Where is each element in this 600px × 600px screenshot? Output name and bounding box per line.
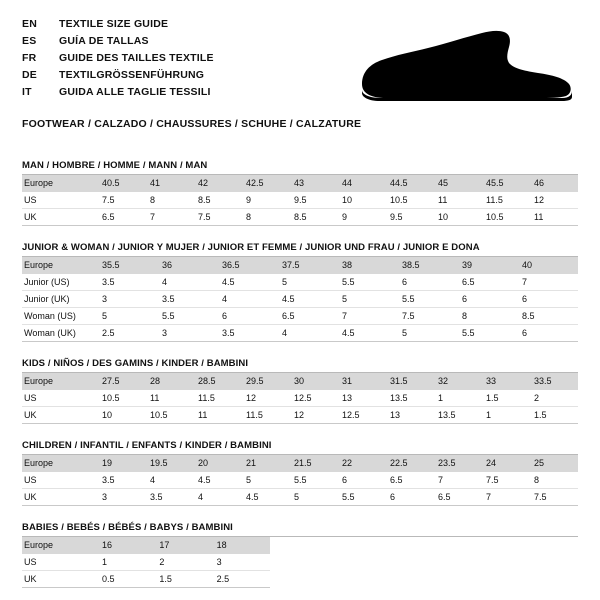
cell: 4	[278, 325, 338, 342]
cell: 45	[434, 175, 482, 192]
cell: 2	[530, 390, 578, 407]
section-title: CHILDREN / INFANTIL / ENFANTS / KINDER / BAMBINI	[22, 440, 578, 455]
cell: 5	[278, 274, 338, 291]
cell: 19	[98, 455, 146, 472]
cell: 13.5	[434, 407, 482, 424]
cell: 11.5	[242, 407, 290, 424]
cell: 6	[386, 489, 434, 506]
size-table-children	[22, 455, 578, 506]
row-label: Europe	[22, 175, 98, 192]
cell: 40.5	[98, 175, 146, 192]
cell: 6	[218, 308, 278, 325]
row-label: Europe	[22, 257, 98, 274]
cell: 8	[242, 209, 290, 226]
cell: 7.5	[398, 308, 458, 325]
section-kids	[22, 358, 578, 424]
table-row	[22, 472, 578, 489]
cell: 11.5	[194, 390, 242, 407]
cell: 3.5	[218, 325, 278, 342]
table-row	[22, 390, 578, 407]
cell: 38.5	[398, 257, 458, 274]
table-row	[22, 455, 578, 472]
cell: 6.5	[434, 489, 482, 506]
page-header	[22, 16, 578, 108]
table-row	[22, 537, 270, 554]
cell: 10.5	[98, 390, 146, 407]
cell: 28	[146, 373, 194, 390]
cell: 4.5	[338, 325, 398, 342]
row-label: UK	[22, 407, 98, 424]
cell: 1.5	[530, 407, 578, 424]
cell: 4	[146, 472, 194, 489]
cell: 1.5	[482, 390, 530, 407]
cell: 44	[338, 175, 386, 192]
cell: 7.5	[482, 472, 530, 489]
cell: 19.5	[146, 455, 194, 472]
cell: 4.5	[218, 274, 278, 291]
cell: 25	[530, 455, 578, 472]
cell: 12	[290, 407, 338, 424]
section-title: BABIES / BEBÉS / BÉBÉS / BABYS / BAMBINI	[22, 522, 578, 537]
language-code: FR	[22, 52, 37, 64]
cell: 1	[98, 554, 155, 571]
cell: 31	[338, 373, 386, 390]
row-label: US	[22, 192, 98, 209]
cell: 32	[434, 373, 482, 390]
cell: 1	[482, 407, 530, 424]
cell: 6	[398, 274, 458, 291]
cell: 9.5	[386, 209, 434, 226]
cell: 1.5	[155, 571, 212, 588]
cell: 6.5	[458, 274, 518, 291]
cell: 10.5	[386, 192, 434, 209]
cell: 10	[98, 407, 146, 424]
cell: 11.5	[482, 192, 530, 209]
cell: 46	[530, 175, 578, 192]
cell: 5.5	[458, 325, 518, 342]
section-title: JUNIOR & WOMAN / JUNIOR Y MUJER / JUNIOR ET FEMME / JUNIOR UND FRAU / JUNIOR E DONA	[22, 242, 578, 257]
row-label: UK	[22, 489, 98, 506]
cell: 38	[338, 257, 398, 274]
row-label: Europe	[22, 373, 98, 390]
row-label: Europe	[22, 455, 98, 472]
cell: 8	[530, 472, 578, 489]
size-table-man	[22, 175, 578, 226]
cell: 4.5	[242, 489, 290, 506]
table-row	[22, 571, 270, 588]
cell: 5.5	[338, 274, 398, 291]
cell: 43	[290, 175, 338, 192]
cell: 7	[518, 274, 578, 291]
cell: 5	[338, 291, 398, 308]
cell: 7	[482, 489, 530, 506]
section-title: KIDS / NIÑOS / DES GAMINS / KINDER / BAMBINI	[22, 358, 578, 373]
cell: 3.5	[98, 274, 158, 291]
cell: 9.5	[290, 192, 338, 209]
language-title: TEXTILE SIZE GUIDE	[59, 18, 169, 30]
cell: 11	[146, 390, 194, 407]
cell: 13	[338, 390, 386, 407]
cell: 8	[458, 308, 518, 325]
row-label: Woman (UK)	[22, 325, 98, 342]
size-table-kids	[22, 373, 578, 424]
cell: 8.5	[290, 209, 338, 226]
cell: 3.5	[158, 291, 218, 308]
language-title: GUIDA ALLE TAGLIE TESSILI	[59, 86, 211, 98]
cell: 42	[194, 175, 242, 192]
cell: 4	[194, 489, 242, 506]
cell: 18	[213, 537, 270, 554]
cell: 4.5	[194, 472, 242, 489]
cell: 4	[158, 274, 218, 291]
cell: 6.5	[278, 308, 338, 325]
cell: 3	[213, 554, 270, 571]
language-title: GUÍA DE TALLAS	[59, 35, 149, 47]
cell: 44.5	[386, 175, 434, 192]
row-label: UK	[22, 571, 98, 588]
cell: 8.5	[194, 192, 242, 209]
cell: 12	[530, 192, 578, 209]
row-label: UK	[22, 209, 98, 226]
size-table-babies	[22, 537, 270, 588]
cell: 11	[530, 209, 578, 226]
cell: 5.5	[398, 291, 458, 308]
cell: 12	[242, 390, 290, 407]
cell: 24	[482, 455, 530, 472]
cell: 9	[242, 192, 290, 209]
section-man	[22, 160, 578, 226]
cell: 5.5	[158, 308, 218, 325]
cell: 1	[434, 390, 482, 407]
row-label: Europe	[22, 537, 98, 554]
cell: 22	[338, 455, 386, 472]
cell: 3	[158, 325, 218, 342]
cell: 9	[338, 209, 386, 226]
language-title: TEXTILGRÖSSENFÜHRUNG	[59, 69, 205, 81]
cell: 3.5	[146, 489, 194, 506]
cell: 16	[98, 537, 155, 554]
language-code: IT	[22, 86, 32, 98]
cell: 11	[434, 192, 482, 209]
cell: 5	[242, 472, 290, 489]
table-row	[22, 291, 578, 308]
cell: 8.5	[518, 308, 578, 325]
cell: 40	[518, 257, 578, 274]
cell: 36	[158, 257, 218, 274]
cell: 21	[242, 455, 290, 472]
cell: 37.5	[278, 257, 338, 274]
table-row	[22, 489, 578, 506]
cell: 8	[146, 192, 194, 209]
cell: 11	[194, 407, 242, 424]
cell: 7	[338, 308, 398, 325]
cell: 39	[458, 257, 518, 274]
cell: 12.5	[338, 407, 386, 424]
table-row	[22, 175, 578, 192]
row-label: Junior (UK)	[22, 291, 98, 308]
cell: 10	[434, 209, 482, 226]
cell: 42.5	[242, 175, 290, 192]
cell: 10.5	[482, 209, 530, 226]
cell: 29.5	[242, 373, 290, 390]
cell: 33.5	[530, 373, 578, 390]
cell: 6.5	[98, 209, 146, 226]
cell: 41	[146, 175, 194, 192]
cell: 30	[290, 373, 338, 390]
cell: 5	[398, 325, 458, 342]
cell: 33	[482, 373, 530, 390]
cell: 7.5	[530, 489, 578, 506]
cell: 5	[98, 308, 158, 325]
cell: 13.5	[386, 390, 434, 407]
row-label: US	[22, 472, 98, 489]
cell: 7.5	[194, 209, 242, 226]
cell: 12.5	[290, 390, 338, 407]
table-row	[22, 407, 578, 424]
section-junior-woman	[22, 242, 578, 342]
category-line: FOOTWEAR / CALZADO / CHAUSSURES / SCHUHE / CALZATURE	[22, 118, 362, 130]
table-row	[22, 192, 578, 209]
cell: 20	[194, 455, 242, 472]
cell: 3.5	[98, 472, 146, 489]
dress-shoe-icon	[356, 28, 576, 104]
table-row	[22, 554, 270, 571]
row-label: Woman (US)	[22, 308, 98, 325]
cell: 31.5	[386, 373, 434, 390]
cell: 6	[458, 291, 518, 308]
language-title: GUIDE DES TAILLES TEXTILE	[59, 52, 214, 64]
table-row	[22, 373, 578, 390]
cell: 4	[218, 291, 278, 308]
cell: 27.5	[98, 373, 146, 390]
cell: 6	[338, 472, 386, 489]
cell: 4.5	[278, 291, 338, 308]
cell: 5.5	[290, 472, 338, 489]
cell: 45.5	[482, 175, 530, 192]
row-label: US	[22, 554, 98, 571]
cell: 6	[518, 325, 578, 342]
cell: 6.5	[386, 472, 434, 489]
cell: 28.5	[194, 373, 242, 390]
table-row	[22, 308, 578, 325]
cell: 7.5	[98, 192, 146, 209]
row-label: US	[22, 390, 98, 407]
cell: 21.5	[290, 455, 338, 472]
size-table-junior-woman	[22, 257, 578, 342]
cell: 7	[146, 209, 194, 226]
cell: 22.5	[386, 455, 434, 472]
cell: 10	[338, 192, 386, 209]
cell: 5.5	[338, 489, 386, 506]
language-code: EN	[22, 18, 37, 30]
cell: 6	[518, 291, 578, 308]
row-label: Junior (US)	[22, 274, 98, 291]
cell: 2	[155, 554, 212, 571]
cell: 23.5	[434, 455, 482, 472]
cell: 36.5	[218, 257, 278, 274]
section-babies	[22, 522, 578, 588]
cell: 0.5	[98, 571, 155, 588]
table-row	[22, 257, 578, 274]
language-code: DE	[22, 69, 37, 81]
table-row	[22, 209, 578, 226]
cell: 3	[98, 489, 146, 506]
cell: 2.5	[98, 325, 158, 342]
language-code: ES	[22, 35, 37, 47]
cell: 35.5	[98, 257, 158, 274]
cell: 17	[155, 537, 212, 554]
cell: 10.5	[146, 407, 194, 424]
table-row	[22, 274, 578, 291]
section-children	[22, 440, 578, 506]
cell: 5	[290, 489, 338, 506]
cell: 7	[434, 472, 482, 489]
cell: 13	[386, 407, 434, 424]
section-title: MAN / HOMBRE / HOMME / MANN / MAN	[22, 160, 578, 175]
table-row	[22, 325, 578, 342]
cell: 2.5	[213, 571, 270, 588]
cell: 3	[98, 291, 158, 308]
